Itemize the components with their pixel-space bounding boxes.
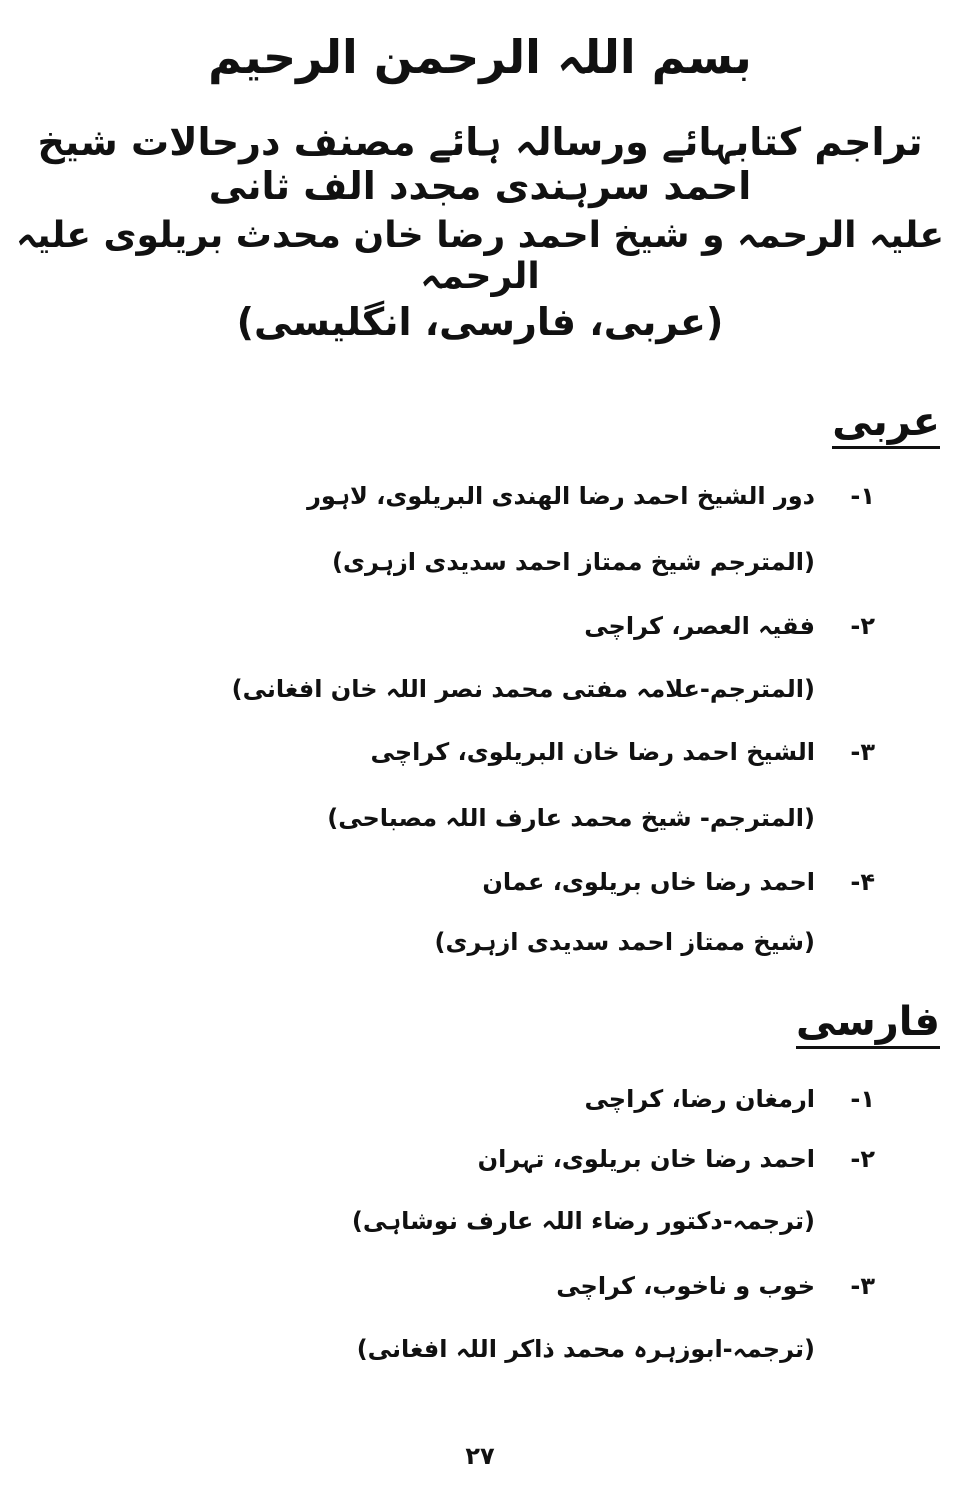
page-number: ۲۷ <box>465 1442 495 1470</box>
title-line-2: علیہ الرحمہ و شیخ احمد رضا خان محدث بریلوی علیہ الرحمہ <box>15 215 945 297</box>
bismillah-heading: بسم اللہ الرحمن الرحیم <box>208 30 752 84</box>
item-number: ۲- <box>850 1145 875 1173</box>
item-title: فقیہ العصر، کراچی <box>584 612 815 640</box>
list-item <box>584 612 875 641</box>
section-heading-persian: فارسی <box>796 1000 940 1049</box>
item-title: احمد رضا خاں بریلوی، عمان <box>482 868 815 896</box>
list-item <box>482 868 875 897</box>
item-number: ۴- <box>850 868 875 896</box>
item-translator: (المترجم-علامہ مفتی محمد نصر اللہ خان افغانی) <box>231 675 815 703</box>
list-item <box>556 1272 875 1301</box>
title-line-3: (عربی، فارسی، انگلیسی) <box>236 300 724 344</box>
item-number: ۳- <box>850 1272 875 1300</box>
item-number: ۳- <box>850 738 875 766</box>
list-item <box>585 1085 875 1114</box>
list-item <box>371 738 875 767</box>
item-title: الشیخ احمد رضا خان البریلوی، کراچی <box>370 738 815 766</box>
item-title: احمد رضا خان بریلوی، تہران <box>477 1145 815 1173</box>
item-title: خوب و ناخوب، کراچی <box>556 1272 815 1300</box>
section-heading-arabic: عربی <box>832 400 940 449</box>
list-item <box>307 482 875 511</box>
title-line-1: تراجم کتابہائے ورسالہ ہائے مصنف درحالات شیخ احمد سرہندی مجدد الف ثانی <box>37 120 923 208</box>
item-number: ۱- <box>850 482 875 510</box>
item-translator: (المترجم- شیخ محمد عارف اللہ مصباحی) <box>327 804 815 832</box>
item-translator: (شیخ ممتاز احمد سدیدی ازہری) <box>434 928 815 956</box>
item-number: ۲- <box>850 612 875 640</box>
item-translator: (ترجمہ-دکتور رضاء اللہ عارف نوشاہی) <box>351 1207 815 1235</box>
item-title: ارمغان رضا، کراچی <box>584 1085 815 1113</box>
list-item <box>478 1145 875 1174</box>
item-number: ۱- <box>850 1085 875 1113</box>
item-title: دور الشیخ احمد رضا الهندی البریلوی، لاہور <box>307 482 815 510</box>
item-translator: (ترجمہ-ابوزہرہ محمد ذاکر اللہ افغانی) <box>356 1335 815 1363</box>
item-translator: (المترجم شیخ ممتاز احمد سدیدی ازہری) <box>332 548 815 576</box>
